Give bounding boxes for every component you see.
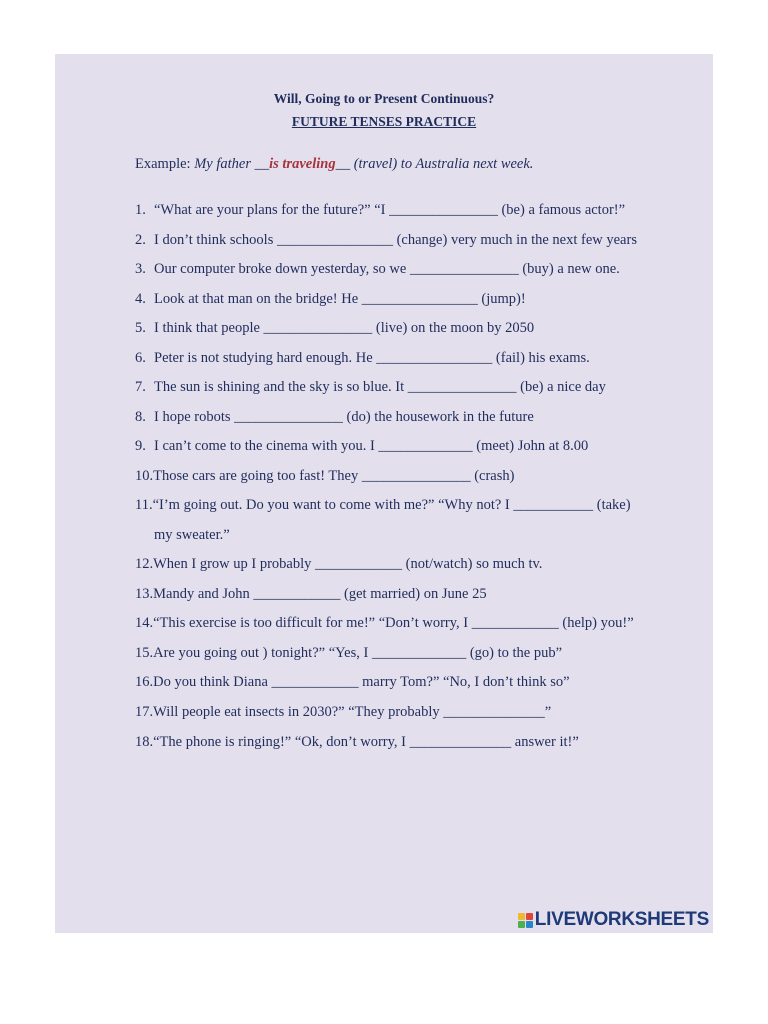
question-number: 1.	[135, 202, 146, 218]
worksheet-subtitle	[55, 114, 713, 130]
question-item	[135, 261, 620, 278]
question-text: Are you going out ) tonight?” “Yes, I _____________ (go) to the pub”	[153, 645, 563, 661]
question-text: When I grow up I probably ____________ (not/watch) so much tv.	[153, 556, 543, 572]
liveworksheets-logo	[518, 909, 709, 931]
question-number: 6.	[135, 350, 146, 366]
question-text: my sweater.”	[154, 527, 230, 543]
question-number: 14.	[135, 615, 154, 631]
question-item	[135, 674, 570, 691]
question-number: 16.	[135, 674, 154, 690]
question-number: 13.	[135, 586, 154, 602]
question-item	[135, 379, 606, 396]
question-number: 11.	[135, 497, 153, 513]
question-text: I think that people _______________ (live) on the moon by 2050	[154, 320, 535, 336]
example-answer: is traveling	[269, 156, 336, 172]
question-text: I can’t come to the cinema with you. I _____________ (meet) John at 8.00	[154, 438, 589, 454]
question-number: 2.	[135, 232, 146, 248]
question-number: 18.	[135, 734, 154, 750]
example-before: My father __	[194, 156, 270, 172]
question-item	[135, 704, 551, 721]
question-item	[135, 291, 526, 308]
question-item	[135, 497, 631, 514]
question-text: “This exercise is too difficult for me!” “Don’t worry, I ____________ (help) you!”	[153, 615, 634, 631]
question-item	[135, 320, 534, 337]
question-text: “I’m going out. Do you want to come with me?” “Why not? I ___________ (take)	[152, 497, 631, 513]
example-sentence	[135, 156, 533, 173]
question-text: Will people eat insects in 2030?” “They probably ______________”	[153, 704, 552, 720]
question-item	[135, 232, 637, 249]
question-text: I don’t think schools ________________ (change) very much in the next few years	[154, 232, 637, 248]
subtitle-text: FUTURE TENSES PRACTICE	[291, 114, 477, 129]
question-text: Mandy and John ____________ (get married) on June 25	[153, 586, 487, 602]
question-text: The sun is shining and the sky is so blue. It _______________ (be) a nice day	[154, 379, 606, 395]
question-number: 9.	[135, 438, 146, 454]
question-text: “The phone is ringing!” “Ok, don’t worry, I ______________ answer it!”	[153, 734, 579, 750]
question-text: “What are your plans for the future?” “I _______________ (be) a famous actor!”	[154, 202, 626, 218]
logo-text: LIVEWORKSHEETS	[534, 909, 709, 930]
question-number: 15.	[135, 645, 154, 661]
example-after: __ (travel) to Australia next week.	[335, 156, 534, 172]
question-item	[135, 734, 579, 751]
logo-square	[526, 921, 533, 928]
worksheet-page	[55, 54, 713, 933]
question-number: 17.	[135, 704, 154, 720]
logo-square	[518, 921, 525, 928]
question-number: 5.	[135, 320, 146, 336]
question-item	[135, 468, 514, 485]
question-item	[135, 350, 590, 367]
question-number: 8.	[135, 409, 146, 425]
logo-square	[526, 913, 533, 920]
question-text: Those cars are going too fast! They _______________ (crash)	[153, 468, 515, 484]
question-item	[135, 615, 634, 632]
question-item	[135, 202, 625, 219]
question-item	[154, 527, 230, 544]
logo-square	[518, 913, 525, 920]
question-number: 7.	[135, 379, 146, 395]
worksheet-title: Will, Going to or Present Continuous?	[273, 91, 495, 106]
question-number: 4.	[135, 291, 146, 307]
logo-icon	[518, 913, 533, 928]
question-number: 12.	[135, 556, 154, 572]
question-item	[135, 409, 534, 426]
question-text: Our computer broke down yesterday, so we _______________ (buy) a new one.	[154, 261, 620, 277]
question-item	[135, 586, 487, 603]
question-text: I hope robots _______________ (do) the housework in the future	[154, 409, 534, 425]
question-text: Look at that man on the bridge! He ________________ (jump)!	[154, 291, 526, 307]
question-text: Do you think Diana ____________ marry Tom?” “No, I don’t think so”	[153, 674, 570, 690]
question-item	[135, 438, 588, 455]
question-number: 3.	[135, 261, 146, 277]
question-text: Peter is not studying hard enough. He ________________ (fail) his exams.	[154, 350, 590, 366]
example-label: Example:	[135, 156, 191, 172]
question-item	[135, 645, 562, 662]
question-item	[135, 556, 542, 573]
question-number: 10.	[135, 468, 154, 484]
